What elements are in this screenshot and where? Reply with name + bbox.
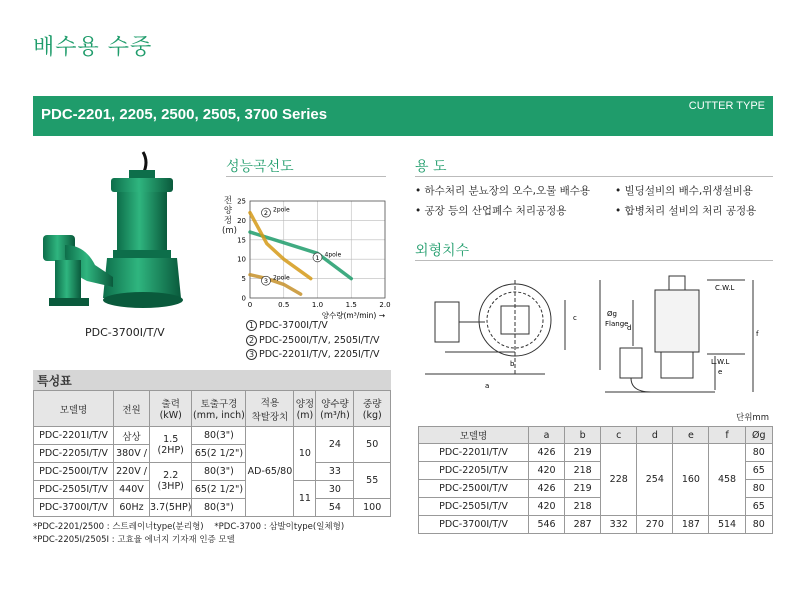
dim-f-label: f bbox=[756, 330, 759, 338]
table-row bbox=[34, 427, 391, 445]
dim-a-cell: 426 bbox=[529, 480, 565, 498]
chart-ylabel: 전양정(m) bbox=[222, 196, 237, 236]
dim-col-header: d bbox=[637, 427, 673, 444]
series-marker-label: 3 bbox=[263, 277, 269, 286]
weight-cell: 50 bbox=[354, 427, 391, 463]
model-cell: PDC-2500I/T/V bbox=[34, 463, 114, 481]
dim-a-cell: 420 bbox=[529, 498, 565, 516]
legend-text: PDC-2500I/T/V, 2505I/T/V bbox=[259, 334, 380, 346]
legend-entry bbox=[246, 348, 380, 363]
dim-a-cell: 546 bbox=[529, 516, 565, 534]
power-cell: 440V bbox=[114, 481, 150, 499]
outlet-cell: 80(3") bbox=[192, 463, 246, 481]
legend-text: PDC-2201I/T/V, 2205I/T/V bbox=[259, 349, 380, 360]
output-cell: 3.7(5HP) bbox=[150, 499, 192, 517]
dim-a-label: a bbox=[485, 382, 490, 390]
dim-b-cell: 219 bbox=[565, 480, 601, 498]
model-cell: PDC-3700I/T/V bbox=[34, 499, 114, 517]
legend-entry bbox=[246, 319, 380, 334]
model-cell: PDC-2205I/T/V bbox=[34, 445, 114, 463]
dim-b-cell: 287 bbox=[565, 516, 601, 534]
dimensions-table bbox=[418, 426, 773, 534]
x-axis-label: 양수량(m³/min) → bbox=[321, 311, 385, 320]
flange-label: Flange bbox=[605, 320, 629, 328]
dim-c-cell: 332 bbox=[601, 516, 637, 534]
model-cell: PDC-2505I/T/V bbox=[419, 498, 529, 516]
series-name: 4pole bbox=[324, 251, 342, 259]
legend-marker: 2 bbox=[246, 335, 257, 346]
spec-col-header: 출력 (kW) bbox=[150, 391, 192, 427]
dim-a-cell: 420 bbox=[529, 462, 565, 480]
outlet-cell: 80(3") bbox=[192, 427, 246, 445]
performance-title: 성능곡선도 bbox=[226, 159, 294, 175]
dim-e-cell: 187 bbox=[673, 516, 709, 534]
dim-c-cell: 228 bbox=[601, 444, 637, 516]
model-cell: PDC-3700I/T/V bbox=[419, 516, 529, 534]
table-row bbox=[419, 444, 773, 462]
x-tick-label: 2.0 bbox=[379, 301, 391, 309]
model-cell: PDC-2201I/T/V bbox=[34, 427, 114, 445]
performance-divider bbox=[226, 176, 386, 177]
power-cell: 60Hz bbox=[114, 499, 150, 517]
output-cell: 1.5 (2HP) bbox=[150, 427, 192, 463]
dim-b-label: b bbox=[510, 360, 515, 368]
table-row bbox=[34, 499, 391, 517]
lwl-label: L.W.L bbox=[711, 358, 730, 366]
model-cell: PDC-2505I/T/V bbox=[34, 481, 114, 499]
series-line bbox=[250, 213, 311, 279]
dim-e-cell: 160 bbox=[673, 444, 709, 516]
x-tick-label: 1.0 bbox=[311, 301, 324, 309]
dim-c-label: c bbox=[573, 314, 577, 322]
dim-f-cell: 514 bbox=[709, 516, 745, 534]
dim-a-cell: 426 bbox=[529, 444, 565, 462]
dimension-drawing bbox=[415, 270, 775, 410]
dim-col-header: 모델명 bbox=[419, 427, 529, 444]
series-marker-label: 1 bbox=[315, 253, 320, 262]
dim-b-cell: 218 bbox=[565, 462, 601, 480]
spec-col-header: 전원 bbox=[114, 391, 150, 427]
dim-d-label: d bbox=[627, 324, 632, 332]
y-tick-label: 10 bbox=[237, 255, 246, 264]
y-tick-label: 5 bbox=[241, 275, 246, 284]
dim-col-header: c bbox=[601, 427, 637, 444]
cwl-label: C.W.L bbox=[715, 284, 735, 292]
series-title: PDC-2201, 2205, 2500, 2505, 3700 Series bbox=[41, 106, 328, 123]
spec-header bbox=[33, 370, 391, 390]
usage-item: • 하수처리 분뇨장의 오수,오물 배수용 bbox=[415, 185, 591, 197]
spec-col-header: 중량 (kg) bbox=[354, 391, 391, 427]
output-cell: 2.2 (3HP) bbox=[150, 463, 192, 499]
footnotes bbox=[33, 521, 344, 547]
dim-g-cell: 80 bbox=[745, 444, 772, 462]
power-cell: 삼상 bbox=[114, 427, 150, 445]
dim-col-header: f bbox=[709, 427, 745, 444]
model-cell: PDC-2205I/T/V bbox=[419, 462, 529, 480]
series-name: 2pole bbox=[273, 206, 290, 214]
dim-f-cell: 458 bbox=[709, 444, 745, 516]
footnote: *PDC-2201/2500 : 스트레이너type(분리형) *PDC-3700 : 삼발이type(일체형) bbox=[33, 522, 345, 532]
footnote: *PDC-2205I/2505I : 고효율 에너지 기자재 인증 모델 bbox=[33, 535, 235, 545]
series-marker-label: 2 bbox=[263, 209, 269, 218]
y-tick-label: 0 bbox=[241, 294, 246, 303]
table-row bbox=[34, 481, 391, 499]
dimensions-title: 외형치수 bbox=[415, 243, 470, 259]
legend-text: PDC-3700I/T/V bbox=[259, 320, 328, 331]
cutter-type-label: CUTTER TYPE bbox=[688, 100, 765, 112]
usage-item: • 공장 등의 산업폐수 처리공정용 bbox=[415, 205, 567, 217]
page-title: 배수용 수중 bbox=[33, 35, 153, 60]
flow-cell: 30 bbox=[316, 481, 354, 499]
spec-col-header: 적용 착탈장치 bbox=[246, 391, 294, 427]
head-cell: 11 bbox=[294, 481, 316, 517]
dim-col-header: a bbox=[529, 427, 565, 444]
dim-g-cell: 65 bbox=[745, 462, 772, 480]
power-cell: 380V / bbox=[114, 445, 150, 463]
dim-b-cell: 218 bbox=[565, 498, 601, 516]
model-cell: PDC-2201I/T/V bbox=[419, 444, 529, 462]
usage-item: • 빌딩설비의 배수,위생설비용 bbox=[615, 185, 753, 197]
x-tick-label: 0.5 bbox=[278, 301, 290, 309]
y-tick-label: 25 bbox=[237, 197, 246, 206]
table-row bbox=[34, 463, 391, 481]
outlet-cell: 65(2 1/2") bbox=[192, 445, 246, 463]
spec-col-header: 토출구경 (mm, inch) bbox=[192, 391, 246, 427]
flow-cell: 24 bbox=[316, 427, 354, 463]
usage-divider bbox=[415, 176, 773, 177]
flow-cell: 54 bbox=[316, 499, 354, 517]
performance-chart bbox=[230, 193, 395, 323]
y-tick-label: 20 bbox=[237, 216, 246, 225]
dim-g-cell: 80 bbox=[745, 516, 772, 534]
legend-marker: 1 bbox=[246, 320, 257, 331]
series-banner bbox=[33, 96, 773, 136]
series-name: 2pole bbox=[273, 274, 290, 282]
power-cell: 220V / bbox=[114, 463, 150, 481]
legend-marker: 3 bbox=[246, 349, 257, 360]
legend-entry bbox=[246, 334, 380, 349]
device-cell: AD-65/80 bbox=[246, 427, 294, 517]
usage-title: 용 도 bbox=[415, 159, 447, 175]
table-row bbox=[419, 516, 773, 534]
dim-col-header: b bbox=[565, 427, 601, 444]
weight-cell: 55 bbox=[354, 463, 391, 499]
x-tick-label: 1.5 bbox=[345, 301, 357, 309]
og-label: Øg bbox=[607, 310, 617, 318]
x-tick-label: 0 bbox=[247, 301, 253, 309]
outlet-cell: 80(3") bbox=[192, 499, 246, 517]
dim-col-header: e bbox=[673, 427, 709, 444]
spec-table bbox=[33, 390, 391, 517]
chart-legend bbox=[246, 319, 380, 363]
outlet-cell: 65(2 1/2") bbox=[192, 481, 246, 499]
dim-e-label: e bbox=[718, 368, 723, 376]
spec-col-header: 양정 (m) bbox=[294, 391, 316, 427]
pump-illustration bbox=[35, 150, 205, 320]
dim-d-cell: 254 bbox=[637, 444, 673, 516]
dim-d-cell: 270 bbox=[637, 516, 673, 534]
model-cell: PDC-2500I/T/V bbox=[419, 480, 529, 498]
dim-col-header: Øg bbox=[745, 427, 772, 444]
dim-g-cell: 65 bbox=[745, 498, 772, 516]
spec-col-header: 양수량 (m³/h) bbox=[316, 391, 354, 427]
spec-col-header: 모델명 bbox=[34, 391, 114, 427]
spec-title: 특성표 bbox=[37, 374, 72, 388]
weight-cell: 100 bbox=[354, 499, 391, 517]
pump-caption: PDC-3700I/T/V bbox=[85, 326, 165, 339]
dim-b-cell: 219 bbox=[565, 444, 601, 462]
dim-g-cell: 80 bbox=[745, 480, 772, 498]
unit-label: 단위mm bbox=[736, 413, 769, 423]
head-cell: 10 bbox=[294, 427, 316, 481]
dimensions-divider bbox=[415, 260, 773, 261]
y-tick-label: 15 bbox=[237, 236, 246, 245]
flow-cell: 33 bbox=[316, 463, 354, 481]
usage-item: • 합병처리 설비의 처리 공정용 bbox=[615, 205, 757, 217]
